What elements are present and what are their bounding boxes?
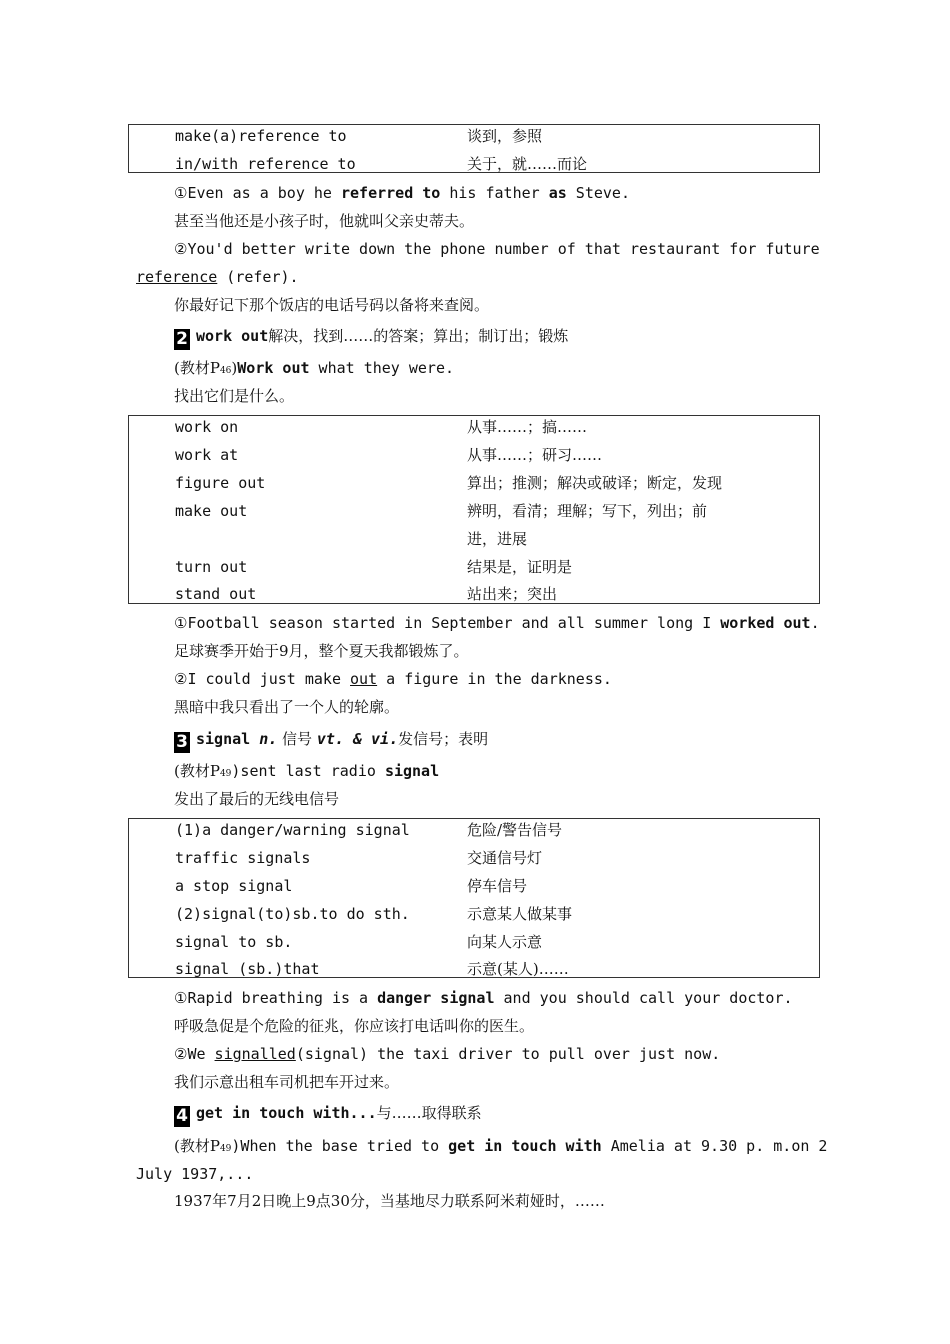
phrase-cn: 站出来；突出 [467, 585, 558, 603]
table-row [175, 497, 809, 525]
table-row [175, 441, 809, 469]
example-sentence [174, 1040, 818, 1068]
translation: 我们示意出租车司机把车开过来。 [174, 1073, 400, 1091]
phrase-cn: 结果是，证明是 [467, 558, 573, 576]
term: work out [196, 327, 269, 345]
text: (signal) the taxi driver to pull over just now. [295, 1045, 721, 1063]
translation: 甚至当他还是小孩子时，他就叫父亲史蒂夫。 [174, 212, 475, 230]
phrase-en: turn out [175, 558, 248, 576]
keyword: danger signal [377, 989, 495, 1007]
text: . [810, 614, 820, 632]
translation: 发出了最后的无线电信号 [174, 790, 340, 808]
phrase-cn: 示意(某人)…… [467, 960, 569, 978]
phrase-cn: 辨明，看清；理解；写下，列出；前 [467, 502, 708, 520]
term: get in touch with... [196, 1104, 377, 1122]
example-sentence-cont [136, 263, 818, 291]
phrase-cn: 算出；推测；解决或破译；断定，发现 [467, 474, 723, 492]
section-heading [174, 1098, 482, 1128]
phrase-en: in/with reference to [175, 155, 356, 173]
example-sentence [174, 609, 818, 637]
table-row [175, 413, 809, 441]
example-sentence [174, 984, 818, 1012]
example-sentence: ②You'd better write down the phone number of that restaurant for future [174, 240, 820, 258]
term-meaning: 发信号；表明 [398, 730, 489, 748]
table-row [175, 955, 809, 983]
table-row [175, 928, 809, 956]
phrase-en: (1)a danger/warning signal [175, 821, 410, 839]
table-row [175, 900, 809, 928]
table-row [175, 122, 809, 150]
table-row [175, 872, 809, 900]
text: ①Even as a boy he [174, 184, 341, 202]
page-number: 46 [219, 366, 232, 376]
keyword: signal [384, 762, 440, 780]
keyword: referred to [340, 184, 441, 202]
text: a figure in the darkness. [377, 670, 612, 688]
example-sentence [174, 179, 818, 207]
phrase-cn: 示意某人做某事 [467, 905, 573, 923]
text: ②We [174, 1045, 215, 1063]
phrase-en: stand out [175, 585, 257, 603]
section-number: 4 [174, 1106, 190, 1127]
translation: 黑暗中我只看出了一个人的轮廓。 [174, 698, 400, 716]
table-row [175, 150, 809, 178]
table-row [175, 469, 809, 497]
phrase-en: figure out [175, 474, 266, 492]
phrase-en: work at [175, 446, 239, 464]
term: signal [196, 730, 251, 748]
textbook-source [174, 354, 818, 382]
phrase-en: (2)signal(to)sb.to do sth. [175, 905, 410, 923]
phrase-en: work on [175, 418, 239, 436]
page-number: 49 [219, 769, 232, 779]
text: what they were. [309, 359, 455, 377]
text: )sent last radio [231, 762, 385, 780]
phrase-en: traffic signals [175, 849, 311, 867]
text: ②I could just make [174, 670, 351, 688]
part-of-speech: n. [259, 730, 278, 748]
keyword: Work out [237, 359, 310, 377]
phrase-en: make(a)reference to [175, 127, 347, 145]
text: Steve. [566, 184, 630, 202]
keyword: worked out [720, 614, 811, 632]
section-number: 3 [174, 732, 190, 753]
translation: 1937年7月2日晚上9点30分，当基地尽力联系阿米莉娅时，…… [174, 1192, 605, 1210]
source-label: (教材P [174, 1137, 220, 1155]
translation: 你最好记下那个饭店的电话号码以备将来查阅。 [174, 296, 490, 314]
table-row [175, 553, 809, 581]
phrase-cn: 危险/警告信号 [467, 821, 563, 839]
phrase-cn: 关于，就……而论 [467, 155, 588, 173]
text: and you should call your doctor. [494, 989, 793, 1007]
textbook-source [174, 757, 818, 785]
text: ①Football season started in September and all summer long I [174, 614, 721, 632]
text: his father [440, 184, 549, 202]
section-heading [174, 321, 568, 351]
phrase-en: make out [175, 502, 248, 520]
textbook-source [174, 1132, 828, 1160]
translation: 呼吸急促是个危险的征兆，你应该打电话叫你的医生。 [174, 1017, 535, 1035]
phrase-en: signal to sb. [175, 933, 293, 951]
answer-blank: reference [136, 268, 218, 286]
text: ①Rapid breathing is a [174, 989, 378, 1007]
table-row [175, 816, 809, 844]
work-phrases-table [128, 415, 820, 604]
term-meaning: 与……取得联系 [376, 1104, 482, 1122]
phrase-cn: 进，进展 [467, 530, 528, 548]
term-meaning: 解决，找到……的答案；算出；制订出；锻炼 [268, 327, 569, 345]
text: Amelia at 9.30 p. m.on 2 [601, 1137, 828, 1155]
term-meaning: 信号 [277, 730, 317, 748]
phrase-cn: 谈到，参照 [467, 127, 543, 145]
phrase-cn: 从事……；研习…… [467, 446, 603, 464]
section-heading [174, 724, 488, 754]
text: )When the base tried to [231, 1137, 449, 1155]
phrase-cn: 从事……；搞…… [467, 418, 588, 436]
keyword: as [548, 184, 567, 202]
part-of-speech: vt. & vi. [316, 730, 399, 748]
reference-phrases-table [128, 124, 820, 173]
phrase-cn: 交通信号灯 [467, 849, 543, 867]
hint: (refer). [217, 268, 299, 286]
source-label: (教材P [174, 762, 220, 780]
keyword: get in touch with [448, 1137, 602, 1155]
table-row [175, 844, 809, 872]
source-label: ) [231, 359, 238, 377]
answer-blank: signalled [214, 1045, 296, 1063]
phrase-en: signal (sb.)that [175, 960, 320, 978]
translation: 找出它们是什么。 [174, 387, 295, 405]
phrase-cn: 停车信号 [467, 877, 528, 895]
answer-blank: out [350, 670, 378, 688]
source-label: (教材P [174, 359, 220, 377]
table-row [175, 580, 809, 608]
page-number: 49 [219, 1144, 232, 1154]
example-sentence [174, 665, 818, 693]
phrase-en: a stop signal [175, 877, 293, 895]
table-row [175, 525, 809, 553]
signal-phrases-table [128, 818, 820, 978]
phrase-cn: 向某人示意 [467, 933, 543, 951]
translation: 足球赛季开始于9月，整个夏天我都锻炼了。 [174, 642, 469, 660]
textbook-source-cont: July 1937,... [136, 1165, 254, 1183]
section-number: 2 [174, 329, 190, 350]
